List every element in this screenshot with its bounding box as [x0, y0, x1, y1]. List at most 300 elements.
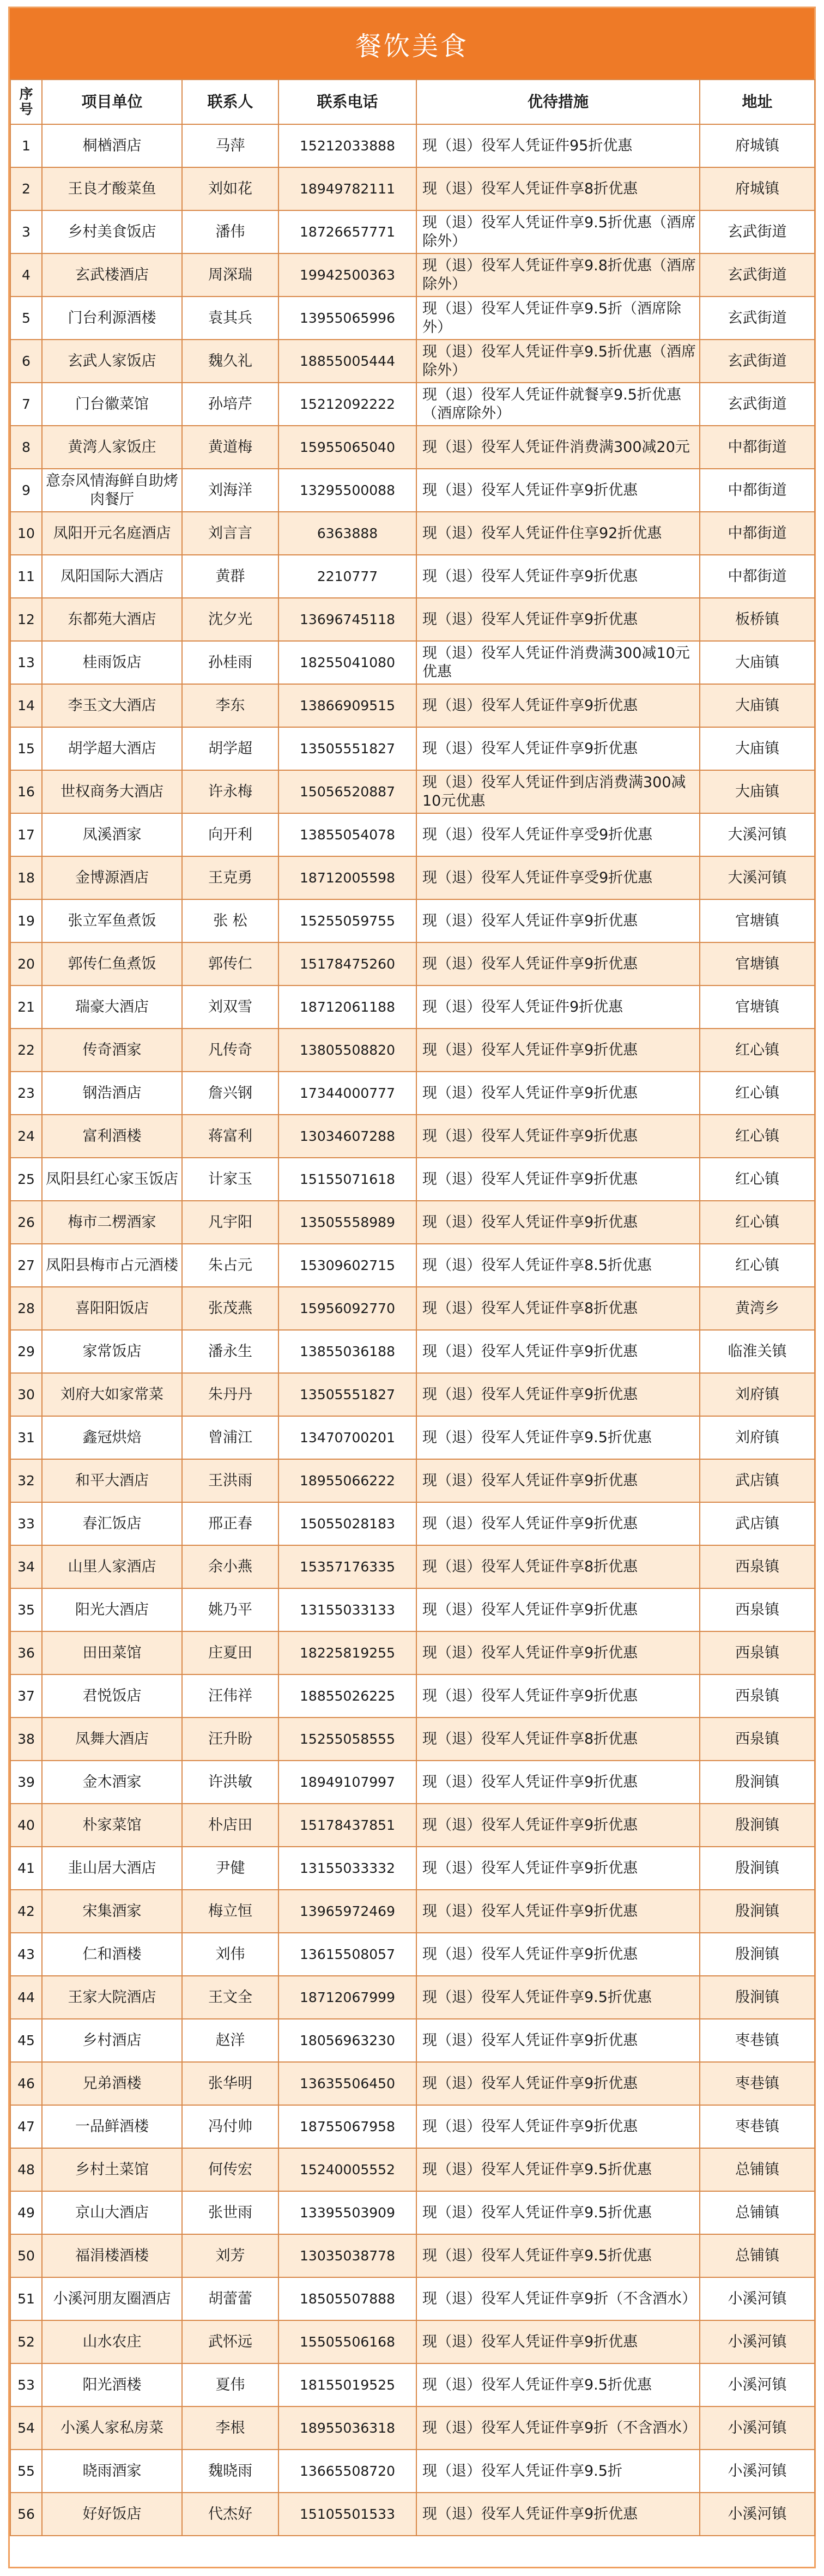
cell-no: 9 — [10, 469, 42, 512]
cell-offer: 现（退）役军人凭证件享8折优惠 — [416, 167, 700, 210]
cell-no: 21 — [10, 985, 42, 1029]
cell-offer: 现（退）役军人凭证件消费满300减10元优惠 — [416, 641, 700, 684]
cell-no: 28 — [10, 1287, 42, 1330]
cell-offer: 现（退）役军人凭证件享9折优惠 — [416, 1115, 700, 1158]
table-row — [10, 1761, 815, 1804]
table-row — [10, 253, 815, 297]
cell-phone: 15178437851 — [278, 1804, 416, 1847]
cell-phone: 15056520887 — [278, 770, 416, 813]
cell-no: 55 — [10, 2450, 42, 2493]
cell-unit: 王良才酸菜鱼 — [42, 167, 182, 210]
cell-unit: 郭传仁鱼煮饭 — [42, 942, 182, 985]
cell-phone: 15212033888 — [278, 124, 416, 167]
cell-unit: 凤阳县梅市占元酒楼 — [42, 1244, 182, 1287]
cell-unit: 兄弟酒楼 — [42, 2062, 182, 2105]
table-row — [10, 1373, 815, 1416]
cell-offer: 现（退）役军人凭证件享9.5折优惠 — [416, 2234, 700, 2277]
table-row — [10, 1847, 815, 1890]
cell-contact: 刘海洋 — [182, 469, 278, 512]
cell-unit: 瑞豪大酒店 — [42, 985, 182, 1029]
table-row — [10, 1115, 815, 1158]
cell-address: 官塘镇 — [700, 899, 815, 942]
cell-address: 红心镇 — [700, 1072, 815, 1115]
cell-offer: 现（退）役军人凭证件享受9折优惠 — [416, 813, 700, 856]
cell-phone: 18955036318 — [278, 2406, 416, 2450]
cell-contact: 汪升盼 — [182, 1718, 278, 1761]
cell-offer: 现（退）役军人凭证件享9折优惠 — [416, 1373, 700, 1416]
cell-address: 殷涧镇 — [700, 1847, 815, 1890]
cell-offer: 现（退）役军人凭证件享9折优惠 — [416, 1847, 700, 1890]
cell-contact: 邢正春 — [182, 1502, 278, 1545]
cell-no: 18 — [10, 856, 42, 899]
cell-no: 22 — [10, 1029, 42, 1072]
cell-no: 42 — [10, 1890, 42, 1933]
cell-contact: 张 松 — [182, 899, 278, 942]
cell-address: 大庙镇 — [700, 770, 815, 813]
cell-unit: 桐楢酒店 — [42, 124, 182, 167]
table-row — [10, 641, 815, 684]
cell-phone: 15255059755 — [278, 899, 416, 942]
cell-no: 17 — [10, 813, 42, 856]
cell-contact: 胡蕾蕾 — [182, 2277, 278, 2320]
table-row — [10, 2062, 815, 2105]
table-row — [10, 813, 815, 856]
table-row — [10, 684, 815, 727]
table-row — [10, 1933, 815, 1976]
cell-contact: 袁其兵 — [182, 297, 278, 340]
cell-contact: 余小燕 — [182, 1545, 278, 1588]
cell-address: 玄武街道 — [700, 383, 815, 426]
cell-contact: 蒋富利 — [182, 1115, 278, 1158]
cell-offer: 现（退）役军人凭证件9折优惠 — [416, 985, 700, 1029]
cell-no: 26 — [10, 1201, 42, 1244]
cell-no: 44 — [10, 1976, 42, 2019]
cell-unit: 春汇饭店 — [42, 1502, 182, 1545]
table-row — [10, 469, 815, 512]
cell-address: 玄武街道 — [700, 210, 815, 253]
cell-contact: 王洪雨 — [182, 1459, 278, 1502]
cell-address: 小溪河镇 — [700, 2450, 815, 2493]
cell-phone: 18155019525 — [278, 2363, 416, 2406]
table-row — [10, 1459, 815, 1502]
cell-contact: 计家玉 — [182, 1158, 278, 1201]
cell-offer: 现（退）役军人凭证件享9折优惠 — [416, 2320, 700, 2363]
cell-no: 56 — [10, 2493, 42, 2536]
cell-offer: 现（退）役军人凭证件享9折优惠 — [416, 1502, 700, 1545]
cell-address: 西泉镇 — [700, 1674, 815, 1718]
table-row — [10, 340, 815, 383]
cell-address: 枣巷镇 — [700, 2019, 815, 2062]
cell-unit: 和平大酒店 — [42, 1459, 182, 1502]
cell-unit: 李玉文大酒店 — [42, 684, 182, 727]
cell-phone: 15212092222 — [278, 383, 416, 426]
cell-address: 大庙镇 — [700, 641, 815, 684]
cell-contact: 曾浦江 — [182, 1416, 278, 1459]
cell-offer: 现（退）役军人凭证件住享92折优惠 — [416, 512, 700, 555]
table-row — [10, 2406, 815, 2450]
cell-unit: 黄湾人家饭庄 — [42, 426, 182, 469]
table-row — [10, 2493, 815, 2536]
cell-contact: 武怀远 — [182, 2320, 278, 2363]
cell-unit: 玄武人家饭店 — [42, 340, 182, 383]
cell-phone: 13955065996 — [278, 297, 416, 340]
cell-unit: 阳光酒楼 — [42, 2363, 182, 2406]
table-row — [10, 942, 815, 985]
cell-phone: 18712005598 — [278, 856, 416, 899]
cell-unit: 凤溪酒家 — [42, 813, 182, 856]
cell-address: 武店镇 — [700, 1502, 815, 1545]
cell-no: 40 — [10, 1804, 42, 1847]
cell-contact: 刘伟 — [182, 1933, 278, 1976]
cell-offer: 现（退）役军人凭证件享9折优惠 — [416, 1201, 700, 1244]
cell-no: 43 — [10, 1933, 42, 1976]
cell-contact: 梅立恒 — [182, 1890, 278, 1933]
cell-address: 西泉镇 — [700, 1631, 815, 1674]
table-row — [10, 383, 815, 426]
cell-phone: 18056963230 — [278, 2019, 416, 2062]
cell-address: 小溪河镇 — [700, 2493, 815, 2536]
cell-no: 7 — [10, 383, 42, 426]
cell-offer: 现（退）役军人凭证件享9折优惠 — [416, 899, 700, 942]
cell-address: 中都街道 — [700, 426, 815, 469]
table-row — [10, 1072, 815, 1115]
cell-unit: 小溪人家私房菜 — [42, 2406, 182, 2450]
cell-no: 10 — [10, 512, 42, 555]
cell-unit: 阳光大酒店 — [42, 1588, 182, 1631]
cell-address: 殷涧镇 — [700, 1976, 815, 2019]
table-row — [10, 1201, 815, 1244]
cell-address: 临淮关镇 — [700, 1330, 815, 1373]
cell-phone: 15255058555 — [278, 1718, 416, 1761]
header-contact: 联系人 — [182, 80, 278, 124]
cell-unit: 韭山居大酒店 — [42, 1847, 182, 1890]
cell-contact: 许洪敏 — [182, 1761, 278, 1804]
cell-unit: 桂雨饭店 — [42, 641, 182, 684]
cell-phone: 15240005552 — [278, 2148, 416, 2191]
cell-offer: 现（退）役军人凭证件享9折优惠 — [416, 1631, 700, 1674]
header-unit: 项目单位 — [42, 80, 182, 124]
cell-unit: 意奈风情海鲜自助烤肉餐厅 — [42, 469, 182, 512]
cell-contact: 夏伟 — [182, 2363, 278, 2406]
cell-unit: 门台徽菜馆 — [42, 383, 182, 426]
cell-address: 小溪河镇 — [700, 2363, 815, 2406]
cell-unit: 凤阳县红心家玉饭店 — [42, 1158, 182, 1201]
cell-phone: 13665508720 — [278, 2450, 416, 2493]
cell-no: 12 — [10, 598, 42, 641]
cell-contact: 冯付帅 — [182, 2105, 278, 2148]
cell-address: 大庙镇 — [700, 727, 815, 770]
cell-phone: 13155033133 — [278, 1588, 416, 1631]
cell-phone: 18955066222 — [278, 1459, 416, 1502]
cell-phone: 13155033332 — [278, 1847, 416, 1890]
cell-offer: 现（退）役军人凭证件享9折优惠 — [416, 1330, 700, 1373]
table-row — [10, 1976, 815, 2019]
table-row — [10, 1890, 815, 1933]
cell-phone: 6363888 — [278, 512, 416, 555]
cell-contact: 张华明 — [182, 2062, 278, 2105]
cell-no: 13 — [10, 641, 42, 684]
cell-unit: 金博源酒店 — [42, 856, 182, 899]
cell-offer: 现（退）役军人凭证件享9折优惠 — [416, 684, 700, 727]
cell-offer: 现（退）役军人凭证件享9折优惠 — [416, 469, 700, 512]
table-row — [10, 1416, 815, 1459]
cell-address: 中都街道 — [700, 469, 815, 512]
cell-phone: 13035038778 — [278, 2234, 416, 2277]
cell-offer: 现（退）役军人凭证件享9折优惠 — [416, 727, 700, 770]
cell-address: 殷涧镇 — [700, 1890, 815, 1933]
cell-unit: 乡村美食饭店 — [42, 210, 182, 253]
cell-phone: 18755067958 — [278, 2105, 416, 2148]
cell-address: 府城镇 — [700, 167, 815, 210]
cell-address: 殷涧镇 — [700, 1804, 815, 1847]
cell-address: 中都街道 — [700, 512, 815, 555]
cell-offer: 现（退）役军人凭证件享9折优惠 — [416, 2062, 700, 2105]
table-row — [10, 856, 815, 899]
cell-phone: 13034607288 — [278, 1115, 416, 1158]
cell-contact: 沈夕光 — [182, 598, 278, 641]
cell-no: 2 — [10, 167, 42, 210]
cell-phone: 18505507888 — [278, 2277, 416, 2320]
cell-address: 黄湾乡 — [700, 1287, 815, 1330]
cell-address: 大溪河镇 — [700, 856, 815, 899]
cell-no: 20 — [10, 942, 42, 985]
header-no: 序号 — [10, 80, 42, 124]
cell-unit: 钢浩酒店 — [42, 1072, 182, 1115]
cell-address: 小溪河镇 — [700, 2320, 815, 2363]
cell-contact: 庄夏田 — [182, 1631, 278, 1674]
table-row — [10, 297, 815, 340]
table-row — [10, 210, 815, 253]
cell-no: 6 — [10, 340, 42, 383]
cell-unit: 王家大院酒店 — [42, 1976, 182, 2019]
cell-phone: 2210777 — [278, 555, 416, 598]
table-row — [10, 1244, 815, 1287]
table-row — [10, 1029, 815, 1072]
cell-offer: 现（退）役军人凭证件享9折（不含酒水） — [416, 2406, 700, 2450]
cell-contact: 黄群 — [182, 555, 278, 598]
cell-unit: 世权商务大酒店 — [42, 770, 182, 813]
cell-no: 24 — [10, 1115, 42, 1158]
cell-no: 47 — [10, 2105, 42, 2148]
cell-address: 西泉镇 — [700, 1718, 815, 1761]
cell-phone: 15956092770 — [278, 1287, 416, 1330]
cell-unit: 家常饭店 — [42, 1330, 182, 1373]
cell-phone: 18726657771 — [278, 210, 416, 253]
table-row — [10, 167, 815, 210]
table-row — [10, 2234, 815, 2277]
cell-unit: 张立军鱼煮饭 — [42, 899, 182, 942]
cell-no: 32 — [10, 1459, 42, 1502]
cell-offer: 现（退）役军人凭证件享9折优惠 — [416, 942, 700, 985]
cell-offer: 现（退）役军人凭证件享9折优惠 — [416, 1029, 700, 1072]
cell-unit: 胡学超大酒店 — [42, 727, 182, 770]
cell-contact: 詹兴钢 — [182, 1072, 278, 1115]
cell-contact: 汪伟祥 — [182, 1674, 278, 1718]
cell-unit: 小溪河朋友圈酒店 — [42, 2277, 182, 2320]
cell-no: 27 — [10, 1244, 42, 1287]
table-row — [10, 770, 815, 813]
cell-phone: 15055028183 — [278, 1502, 416, 1545]
cell-phone: 18949782111 — [278, 167, 416, 210]
cell-offer: 现（退）役军人凭证件95折优惠 — [416, 124, 700, 167]
cell-unit: 仁和酒楼 — [42, 1933, 182, 1976]
cell-unit: 乡村土菜馆 — [42, 2148, 182, 2191]
table-row — [10, 727, 815, 770]
table-row — [10, 2320, 815, 2363]
cell-unit: 好好饭店 — [42, 2493, 182, 2536]
table-row — [10, 1804, 815, 1847]
cell-phone: 13635506450 — [278, 2062, 416, 2105]
cell-phone: 15309602715 — [278, 1244, 416, 1287]
cell-no: 5 — [10, 297, 42, 340]
table-row — [10, 1631, 815, 1674]
cell-address: 武店镇 — [700, 1459, 815, 1502]
cell-contact: 李东 — [182, 684, 278, 727]
table-row — [10, 1330, 815, 1373]
cell-offer: 现（退）役军人凭证件就餐享9.5折优惠（酒席除外） — [416, 383, 700, 426]
table-row — [10, 124, 815, 167]
table-row — [10, 899, 815, 942]
cell-contact: 凡传奇 — [182, 1029, 278, 1072]
cell-phone: 13855036188 — [278, 1330, 416, 1373]
cell-phone: 13855054078 — [278, 813, 416, 856]
cell-address: 红心镇 — [700, 1029, 815, 1072]
table-row — [10, 2148, 815, 2191]
cell-contact: 马萍 — [182, 124, 278, 167]
cell-offer: 现（退）役军人凭证件享9.5折优惠（酒席除外） — [416, 340, 700, 383]
cell-offer: 现（退）役军人凭证件享9折优惠 — [416, 1890, 700, 1933]
cell-phone: 13505558989 — [278, 1201, 416, 1244]
cell-offer: 现（退）役军人凭证件享9.5折优惠 — [416, 1416, 700, 1459]
cell-no: 54 — [10, 2406, 42, 2450]
cell-no: 36 — [10, 1631, 42, 1674]
cell-phone: 13505551827 — [278, 1373, 416, 1416]
cell-address: 官塘镇 — [700, 985, 815, 1029]
cell-phone: 18949107997 — [278, 1761, 416, 1804]
cell-no: 37 — [10, 1674, 42, 1718]
cell-address: 总铺镇 — [700, 2148, 815, 2191]
cell-contact: 潘伟 — [182, 210, 278, 253]
cell-contact: 李根 — [182, 2406, 278, 2450]
cell-contact: 向开利 — [182, 813, 278, 856]
cell-no: 4 — [10, 253, 42, 297]
cell-address: 大庙镇 — [700, 684, 815, 727]
cell-phone: 18855026225 — [278, 1674, 416, 1718]
cell-no: 29 — [10, 1330, 42, 1373]
cell-no: 11 — [10, 555, 42, 598]
cell-phone: 18225819255 — [278, 1631, 416, 1674]
cell-address: 红心镇 — [700, 1158, 815, 1201]
cell-contact: 潘永生 — [182, 1330, 278, 1373]
cell-unit: 朴家菜馆 — [42, 1804, 182, 1847]
cell-offer: 现（退）役军人凭证件到店消费满300减10元优惠 — [416, 770, 700, 813]
table-header-row — [10, 80, 815, 124]
merchant-table — [10, 79, 815, 2536]
cell-unit: 传奇酒家 — [42, 1029, 182, 1072]
cell-unit: 福涓楼酒楼 — [42, 2234, 182, 2277]
cell-offer: 现（退）役军人凭证件享9折优惠 — [416, 1588, 700, 1631]
table-row — [10, 2191, 815, 2234]
table-row — [10, 2105, 815, 2148]
cell-address: 玄武街道 — [700, 253, 815, 297]
cell-contact: 姚乃平 — [182, 1588, 278, 1631]
cell-address: 小溪河镇 — [700, 2406, 815, 2450]
cell-offer: 现（退）役军人凭证件消费满300减20元 — [416, 426, 700, 469]
cell-no: 45 — [10, 2019, 42, 2062]
cell-address: 红心镇 — [700, 1244, 815, 1287]
cell-offer: 现（退）役军人凭证件享9.5折 — [416, 2450, 700, 2493]
cell-contact: 刘芳 — [182, 2234, 278, 2277]
cell-address: 官塘镇 — [700, 942, 815, 985]
table-row — [10, 2450, 815, 2493]
cell-no: 38 — [10, 1718, 42, 1761]
cell-unit: 门台利源酒楼 — [42, 297, 182, 340]
cell-address: 刘府镇 — [700, 1416, 815, 1459]
cell-offer: 现（退）役军人凭证件享8折优惠 — [416, 1287, 700, 1330]
table-row — [10, 985, 815, 1029]
cell-contact: 朴店田 — [182, 1804, 278, 1847]
cell-contact: 魏晓雨 — [182, 2450, 278, 2493]
cell-contact: 凡宇阳 — [182, 1201, 278, 1244]
cell-no: 48 — [10, 2148, 42, 2191]
cell-unit: 凤舞大酒店 — [42, 1718, 182, 1761]
cell-no: 34 — [10, 1545, 42, 1588]
cell-unit: 宋集酒家 — [42, 1890, 182, 1933]
cell-phone: 15357176335 — [278, 1545, 416, 1588]
cell-offer: 现（退）役军人凭证件享9折优惠 — [416, 1674, 700, 1718]
cell-unit: 乡村酒店 — [42, 2019, 182, 2062]
cell-no: 8 — [10, 426, 42, 469]
cell-contact: 朱丹丹 — [182, 1373, 278, 1416]
cell-contact: 代杰好 — [182, 2493, 278, 2536]
cell-contact: 张茂燕 — [182, 1287, 278, 1330]
cell-no: 52 — [10, 2320, 42, 2363]
cell-address: 板桥镇 — [700, 598, 815, 641]
cell-offer: 现（退）役军人凭证件享9.5折优惠 — [416, 2148, 700, 2191]
cell-phone: 13866909515 — [278, 684, 416, 727]
cell-address: 玄武街道 — [700, 297, 815, 340]
cell-no: 25 — [10, 1158, 42, 1201]
cell-address: 小溪河镇 — [700, 2277, 815, 2320]
cell-no: 1 — [10, 124, 42, 167]
cell-phone: 13805508820 — [278, 1029, 416, 1072]
cell-phone: 15155071618 — [278, 1158, 416, 1201]
cell-offer: 现（退）役军人凭证件享9折优惠 — [416, 1804, 700, 1847]
cell-contact: 周深瑞 — [182, 253, 278, 297]
cell-address: 刘府镇 — [700, 1373, 815, 1416]
cell-address: 枣巷镇 — [700, 2105, 815, 2148]
table-row — [10, 1545, 815, 1588]
table-row — [10, 1158, 815, 1201]
table-row — [10, 1287, 815, 1330]
cell-unit: 东都苑大酒店 — [42, 598, 182, 641]
cell-no: 46 — [10, 2062, 42, 2105]
cell-offer: 现（退）役军人凭证件享9.5折（酒席除外） — [416, 297, 700, 340]
cell-phone: 18255041080 — [278, 641, 416, 684]
cell-address: 总铺镇 — [700, 2191, 815, 2234]
cell-contact: 郭传仁 — [182, 942, 278, 985]
cell-phone: 13295500088 — [278, 469, 416, 512]
cell-phone: 13470700201 — [278, 1416, 416, 1459]
cell-no: 39 — [10, 1761, 42, 1804]
table-row — [10, 1502, 815, 1545]
cell-offer: 现（退）役军人凭证件享8折优惠 — [416, 1718, 700, 1761]
cell-contact: 赵洋 — [182, 2019, 278, 2062]
cell-unit: 梅市二楞酒家 — [42, 1201, 182, 1244]
cell-no: 14 — [10, 684, 42, 727]
cell-contact: 许永梅 — [182, 770, 278, 813]
discount-table-sheet — [8, 7, 816, 2568]
